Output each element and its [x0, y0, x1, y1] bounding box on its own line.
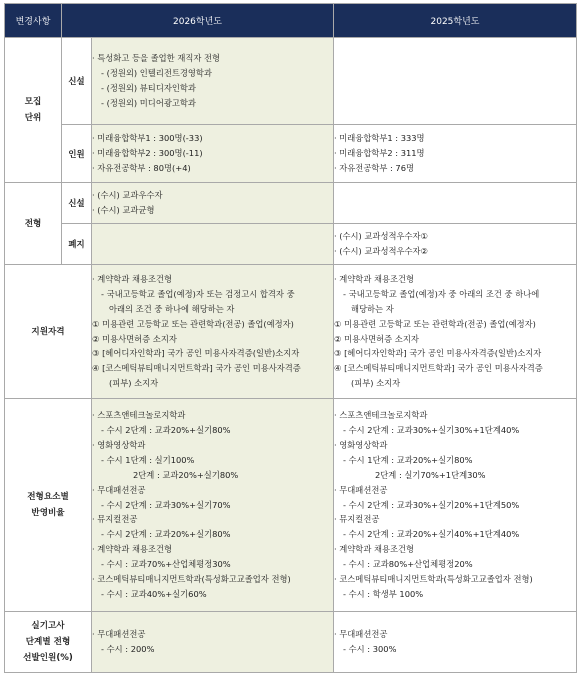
- label-unit-quota: 인원: [62, 125, 92, 183]
- line: - 국내고등학교 졸업(예정)자 중 아래의 조건 중 하나에: [343, 288, 540, 299]
- line: 2단계 : 교과20%+실기80%: [133, 469, 239, 480]
- section-title-qualification: 지원자격: [5, 265, 92, 399]
- line: - 수시 : 교과40%+실기60%: [101, 588, 207, 599]
- line: · 무대패션전공: [334, 484, 388, 495]
- header-changes: 변경사항: [5, 4, 62, 38]
- practical-2025: [334, 612, 577, 673]
- line: · 미래융합학부1 : 333명: [334, 133, 425, 144]
- line: - 수시 2단계 : 교과20%+실기80%: [101, 529, 231, 540]
- unit-new-row: [5, 38, 577, 125]
- qualification-row: [5, 265, 577, 399]
- line: · (수시) 교과우수자: [92, 190, 163, 201]
- label-type-abolish: 폐지: [62, 224, 92, 265]
- header-row: [5, 4, 577, 38]
- line: · 특성화고 등을 졸업한 재직자 전형: [92, 53, 221, 64]
- line: ② 미용사면허증 소지자: [334, 333, 419, 344]
- line: - 수시 : 학생부 100%: [343, 588, 424, 599]
- line: · 영화영상학과: [334, 439, 388, 450]
- section-title-ratio: 전형요소별 반영비율: [5, 399, 92, 612]
- qualification-2025: [334, 265, 577, 399]
- line: - 수시 : 교과80%+산업체평정20%: [343, 559, 473, 570]
- section-title-units: 모집 단위: [5, 38, 62, 183]
- line: · 코스메틱뷰티매니지먼트학과(특성화고교졸업자 전형): [334, 574, 533, 585]
- line: - 수시 1단계 : 실기100%: [101, 454, 195, 465]
- types-abolish-2025: [334, 224, 577, 265]
- line: 아래의 조건 중 하나에 해당하는 자: [109, 303, 235, 314]
- line: (피부) 소지자: [109, 378, 159, 389]
- line: - 수시 2단계 : 교과30%+실기30%+1단계40%: [343, 425, 520, 436]
- line: · 계약학과 채용조건형: [92, 273, 173, 284]
- line: · 계약학과 채용조건형: [92, 544, 173, 555]
- line: · 미래융합학부2 : 300명(-11): [92, 148, 203, 159]
- line: - (정원외) 미디어광고학과: [101, 97, 196, 108]
- line: ③ [헤어디자인학과] 국가 공인 미용사자격증(일반)소지자: [92, 348, 300, 359]
- line: · 무대패션전공: [92, 629, 146, 640]
- line: · 자유전공학부 : 76명: [334, 162, 415, 173]
- line: · 스포츠앤테크놀로지학과: [92, 410, 186, 421]
- line: · 무대패션전공: [334, 629, 388, 640]
- line: - (정원외) 뷰티디자인학과: [101, 83, 196, 93]
- section-title-practical: 실기고사 단계별 전형 선발인원(%): [5, 612, 92, 673]
- ratio-row: [5, 399, 577, 612]
- label-unit-new: 신설: [62, 38, 92, 125]
- header-2025: 2025학년도: [334, 4, 577, 38]
- header-2026: 2026학년도: [62, 4, 334, 38]
- line: - 수시 : 300%: [343, 644, 397, 654]
- label-type-new: 신설: [62, 183, 92, 224]
- line: - 수시 2단계 : 교과20%+실기80%: [101, 425, 231, 436]
- line: ② 미용사면허증 소지자: [92, 333, 177, 344]
- line: - 수시 : 200%: [101, 644, 155, 654]
- unit-quota-row: [5, 125, 577, 183]
- ratio-2026: [92, 399, 334, 612]
- line: · 영화영상학과: [92, 439, 146, 450]
- line: · 무대패션전공: [92, 484, 146, 495]
- line: - 수시 2단계 : 교과30%+실기20%+1단계50%: [343, 499, 520, 510]
- types-abolish-2026: [92, 224, 334, 265]
- line: · 스포츠앤테크놀로지학과: [334, 410, 428, 421]
- units-new-2025: [334, 38, 577, 125]
- line: - 수시 2단계 : 교과30%+실기70%: [101, 499, 231, 510]
- line: 2단계 : 실기70%+1단계30%: [375, 469, 486, 480]
- units-quota-2025: [334, 125, 577, 183]
- line: ① 미용관련 고등학교 또는 관련학과(전공) 졸업(예정자): [334, 318, 536, 329]
- types-new-2026: [92, 183, 334, 224]
- line: ④ [코스메틱뷰티매니지먼트학과] 국가 공인 미용사자격증: [92, 363, 301, 374]
- line: - 국내고등학교 졸업(예정)자 또는 검정고시 합격자 중: [101, 288, 295, 299]
- line: · 미래융합학부1 : 300명(-33): [92, 133, 203, 144]
- line: ③ [헤어디자인학과] 국가 공인 미용사자격증(일반)소지자: [334, 348, 542, 359]
- units-new-2026: [92, 38, 334, 125]
- line: · 계약학과 채용조건형: [334, 273, 415, 284]
- qualification-2026: [92, 265, 334, 399]
- line: · 계약학과 채용조건형: [334, 544, 415, 555]
- line: · 코스메틱뷰티매니지먼트학과(특성화고교졸업자 전형): [92, 574, 291, 585]
- line: (피부) 소지자: [351, 378, 401, 389]
- line: · 뮤지컬전공: [92, 514, 138, 525]
- practical-2026: [92, 612, 334, 673]
- line: · 자유전공학부 : 80명(+4): [92, 162, 191, 173]
- line: · (수시) 교과성적우수자②: [334, 246, 428, 256]
- practical-row: [5, 612, 577, 673]
- section-title-types: 전형: [5, 183, 62, 265]
- types-new-2025: [334, 183, 577, 224]
- ratio-2025: [334, 399, 577, 612]
- line: - 수시 1단계 : 교과20%+실기80%: [343, 454, 473, 465]
- line: · (수시) 교과성적우수자①: [334, 231, 428, 242]
- line: - 수시 2단계 : 교과20%+실기40%+1단계40%: [343, 529, 520, 540]
- admission-changes-table: [4, 3, 577, 673]
- line: - (정원외) 인텔리전트경영학과: [101, 68, 212, 79]
- line: · 뮤지컬전공: [334, 514, 380, 525]
- line: · (수시) 교과균형: [92, 205, 155, 215]
- line: ① 미용관련 고등학교 또는 관련학과(전공) 졸업(예정자): [92, 318, 294, 329]
- type-abolish-row: [5, 224, 577, 265]
- units-quota-2026: [92, 125, 334, 183]
- line: - 수시 : 교과70%+산업체평정30%: [101, 559, 231, 570]
- line: ④ [코스메틱뷰티매니지먼트학과] 국가 공인 미용사자격증: [334, 363, 543, 374]
- line: 해당하는 자: [351, 303, 394, 314]
- type-new-row: [5, 183, 577, 224]
- line: · 미래융합학부2 : 311명: [334, 148, 425, 159]
